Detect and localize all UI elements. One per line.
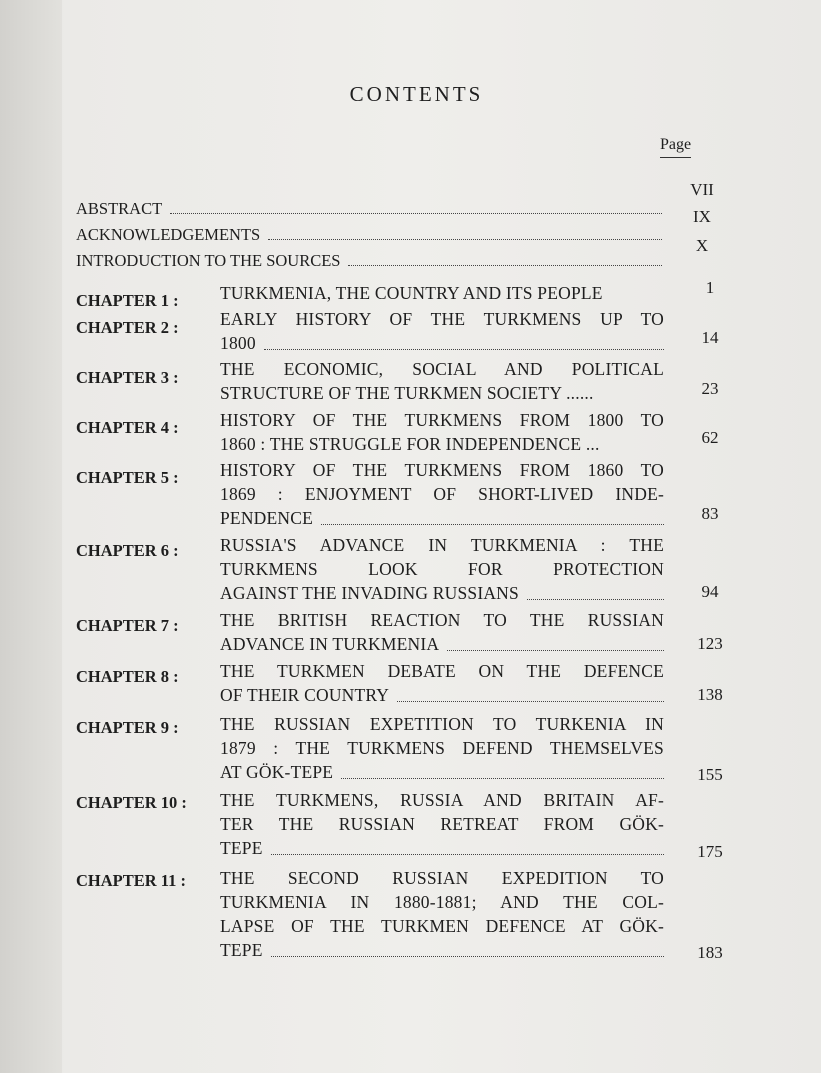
chapter-label: CHAPTER 4 : <box>76 418 179 437</box>
chapter-title-line: OF THEIR COUNTRY <box>220 685 390 705</box>
chapter-label: CHAPTER 10 : <box>76 793 187 812</box>
chapter-title-line-last <box>220 683 664 707</box>
dot-leader <box>170 212 662 214</box>
toc-entry-page: IX <box>693 207 711 226</box>
chapter-title-line-last <box>220 331 664 355</box>
chapter-title <box>220 281 664 305</box>
chapter-title-line: TURKMENIA, THE COUNTRY AND ITS PEOPLE <box>220 283 603 303</box>
chapter-title-line: THE TURKMEN DEBATE ON THE DEFENCE <box>220 661 664 681</box>
chapter-title-line: TEPE <box>220 838 263 858</box>
toc-entry-label: ABSTRACT <box>76 199 163 218</box>
chapter-title <box>220 788 664 860</box>
chapter-title-line: EARLY HISTORY OF THE TURKMENS UP TO <box>220 309 664 329</box>
dot-leader <box>271 853 664 855</box>
toc-entry-abstract <box>76 199 666 219</box>
chapter-title-line-last <box>220 836 664 860</box>
chapter-title-line: LAPSE OF THE TURKMEN DEFENCE AT GÖK- <box>220 916 664 936</box>
chapter-title-line: PENDENCE <box>220 508 313 528</box>
chapter-title <box>220 866 664 962</box>
chapter-page-number: 1 <box>705 278 715 297</box>
chapter-title-line: TER THE RUSSIAN RETREAT FROM GÖK- <box>220 814 664 834</box>
dot-leader <box>341 777 664 779</box>
chapter-title-line-last <box>220 760 664 784</box>
chapter-title-line: 1879 : THE TURKMENS DEFEND THEMSELVES <box>220 738 664 758</box>
chapter-title <box>220 659 664 707</box>
chapter-title-line: RUSSIA'S ADVANCE IN TURKMENIA : THE <box>220 535 664 555</box>
chapter-title-line: AT GÖK-TEPE <box>220 762 334 782</box>
chapter-title <box>220 307 664 355</box>
toc-entry-label: INTRODUCTION TO THE SOURCES <box>76 251 341 270</box>
chapter-title-line: TEPE <box>220 940 263 960</box>
chapter-label: CHAPTER 9 : <box>76 718 179 737</box>
chapter-title-line: THE RUSSIAN EXPETITION TO TURKENIA IN <box>220 714 664 734</box>
chapter-page-number: 155 <box>697 765 723 784</box>
chapter-title-line: THE ECONOMIC, SOCIAL AND POLITICAL <box>220 359 664 379</box>
chapter-page-number: 138 <box>697 685 723 704</box>
chapter-title <box>220 712 664 784</box>
chapter-label: CHAPTER 1 : <box>76 291 179 310</box>
chapter-title-line: HISTORY OF THE TURKMENS FROM 1860 TO <box>220 460 664 480</box>
chapter-title-line: 1869 : ENJOYMENT OF SHORT-LIVED INDE- <box>220 484 664 504</box>
chapter-title <box>220 608 664 656</box>
chapter-title <box>220 357 664 405</box>
chapter-title-line: STRUCTURE OF THE TURKMEN SOCIETY ...... <box>220 383 594 403</box>
chapter-title <box>220 408 664 456</box>
chapter-title-line: THE TURKMENS, RUSSIA AND BRITAIN AF- <box>220 790 664 810</box>
chapter-title-line: ADVANCE IN TURKMENIA <box>220 634 440 654</box>
chapter-title-line-last <box>220 938 664 962</box>
dot-leader <box>348 264 662 266</box>
chapter-title <box>220 458 664 530</box>
dot-leader <box>447 649 664 651</box>
chapter-label: CHAPTER 2 : <box>76 318 179 337</box>
chapter-page-number: 94 <box>701 582 719 601</box>
dot-leader <box>527 598 664 600</box>
toc-entry-page: X <box>695 236 709 255</box>
chapter-label: CHAPTER 11 : <box>76 871 187 890</box>
chapter-title-line: THE BRITISH REACTION TO THE RUSSIAN <box>220 610 664 630</box>
page-gutter <box>0 0 62 1073</box>
chapter-title-line: THE SECOND RUSSIAN EXPEDITION TO <box>220 868 664 888</box>
chapter-title-line: HISTORY OF THE TURKMENS FROM 1800 TO <box>220 410 664 430</box>
page-column-header: Page <box>660 136 691 158</box>
chapter-label: CHAPTER 3 : <box>76 368 179 387</box>
dot-leader <box>397 700 664 702</box>
toc-entry-acknowledgements <box>76 225 666 245</box>
toc-entry-label: ACKNOWLEDGEMENTS <box>76 225 261 244</box>
chapter-label: CHAPTER 8 : <box>76 667 179 686</box>
chapter-page-number: 183 <box>697 943 723 962</box>
chapter-page-number: 123 <box>697 634 723 653</box>
chapter-page-number: 23 <box>701 379 719 398</box>
page-title: CONTENTS <box>349 82 484 106</box>
toc-entry-introduction <box>76 251 666 271</box>
chapter-title-line: TURKMENIA IN 1880-1881; AND THE COL- <box>220 892 664 912</box>
chapter-title-line: AGAINST THE INVADING RUSSIANS <box>220 583 519 603</box>
dot-leader <box>271 955 664 957</box>
chapter-title-line-last <box>220 506 664 530</box>
dot-leader <box>264 348 664 350</box>
chapter-title <box>220 533 664 605</box>
chapter-title-line: 1800 <box>220 333 256 353</box>
chapter-label: CHAPTER 6 : <box>76 541 179 560</box>
chapter-page-number: 175 <box>697 842 723 861</box>
chapter-title-line-last <box>220 581 664 605</box>
chapter-label: CHAPTER 7 : <box>76 616 179 635</box>
chapter-title-line-last <box>220 632 664 656</box>
dot-leader <box>321 523 664 525</box>
chapter-title-line: TURKMENS LOOK FOR PROTECTION <box>220 559 664 579</box>
chapter-page-number: 62 <box>701 428 719 447</box>
chapter-page-number: 14 <box>701 328 719 347</box>
toc-entry-page: VII <box>690 180 714 199</box>
chapter-title-line: 1860 : THE STRUGGLE FOR INDEPENDENCE ... <box>220 434 600 454</box>
dot-leader <box>268 238 662 240</box>
chapter-page-number: 83 <box>701 504 719 523</box>
chapter-label: CHAPTER 5 : <box>76 468 179 487</box>
